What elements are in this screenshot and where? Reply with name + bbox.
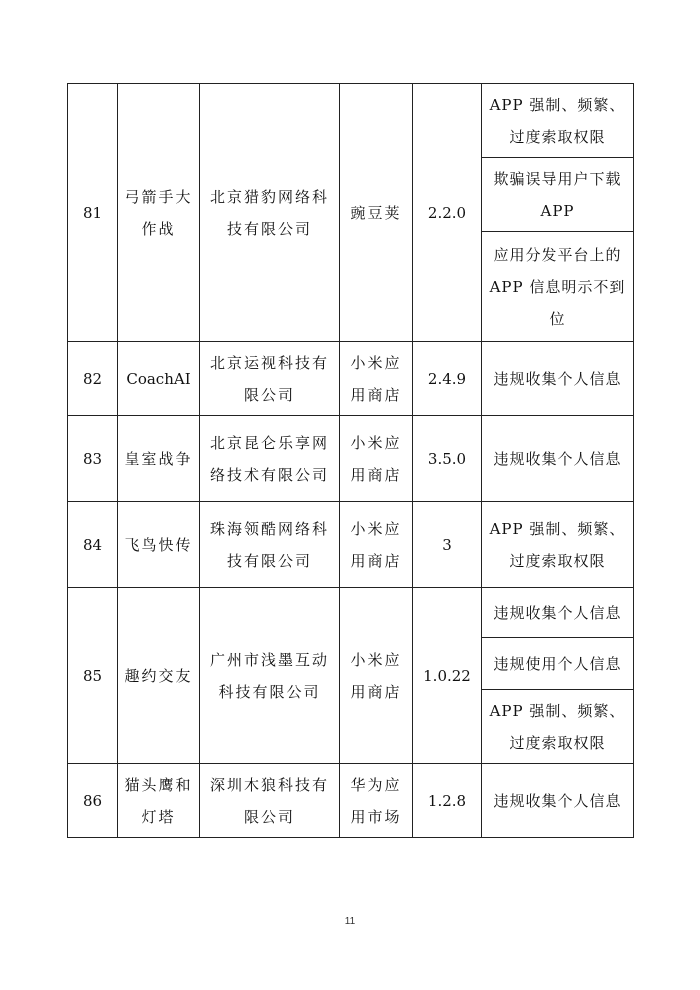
row-number: 81 — [68, 84, 118, 342]
page-number: 11 — [344, 916, 356, 927]
app-name: 皇室战争 — [118, 416, 200, 502]
issue-cell: 应用分发平台上的 APP 信息明示不到位 — [482, 232, 634, 342]
table-row — [68, 84, 634, 158]
row-number: 85 — [68, 588, 118, 764]
app-version: 3.5.0 — [413, 416, 482, 502]
table-row — [68, 342, 634, 416]
issue-cell: APP 强制、频繁、过度索取权限 — [482, 84, 634, 158]
app-version: 3 — [413, 502, 482, 588]
row-number: 86 — [68, 764, 118, 838]
app-version: 1.2.8 — [413, 764, 482, 838]
row-number: 82 — [68, 342, 118, 416]
table-row — [68, 416, 634, 502]
app-name: 飞鸟快传 — [118, 502, 200, 588]
app-version: 2.4.9 — [413, 342, 482, 416]
issue-cell: APP 强制、频繁、过度索取权限 — [482, 690, 634, 764]
app-violation-table — [67, 83, 634, 838]
app-version: 1.0.22 — [413, 588, 482, 764]
company-name: 广州市浅墨互动科技有限公司 — [200, 588, 340, 764]
company-name: 北京运视科技有限公司 — [200, 342, 340, 416]
app-name: CoachAI — [118, 342, 200, 416]
issue-cell: 违规使用个人信息 — [482, 638, 634, 690]
row-number: 84 — [68, 502, 118, 588]
table-row — [68, 764, 634, 838]
company-name: 北京昆仑乐享网络技术有限公司 — [200, 416, 340, 502]
table-row — [68, 588, 634, 638]
app-name: 猫头鹰和灯塔 — [118, 764, 200, 838]
app-name: 趣约交友 — [118, 588, 200, 764]
app-store: 小米应用商店 — [340, 416, 413, 502]
company-name: 珠海领酷网络科技有限公司 — [200, 502, 340, 588]
issue-cell: 违规收集个人信息 — [482, 588, 634, 638]
issue-cell: APP 强制、频繁、过度索取权限 — [482, 502, 634, 588]
app-name: 弓箭手大作战 — [118, 84, 200, 342]
company-name: 深圳木狼科技有限公司 — [200, 764, 340, 838]
issue-cell: 违规收集个人信息 — [482, 764, 634, 838]
app-store: 小米应用商店 — [340, 588, 413, 764]
app-store: 小米应用商店 — [340, 342, 413, 416]
issue-cell: 欺骗误导用户下载 APP — [482, 158, 634, 232]
issue-cell: 违规收集个人信息 — [482, 342, 634, 416]
table-row — [68, 502, 634, 588]
row-number: 83 — [68, 416, 118, 502]
app-store: 小米应用商店 — [340, 502, 413, 588]
company-name: 北京猎豹网络科技有限公司 — [200, 84, 340, 342]
app-store: 华为应用市场 — [340, 764, 413, 838]
app-store: 豌豆荚 — [340, 84, 413, 342]
app-version: 2.2.0 — [413, 84, 482, 342]
issue-cell: 违规收集个人信息 — [482, 416, 634, 502]
